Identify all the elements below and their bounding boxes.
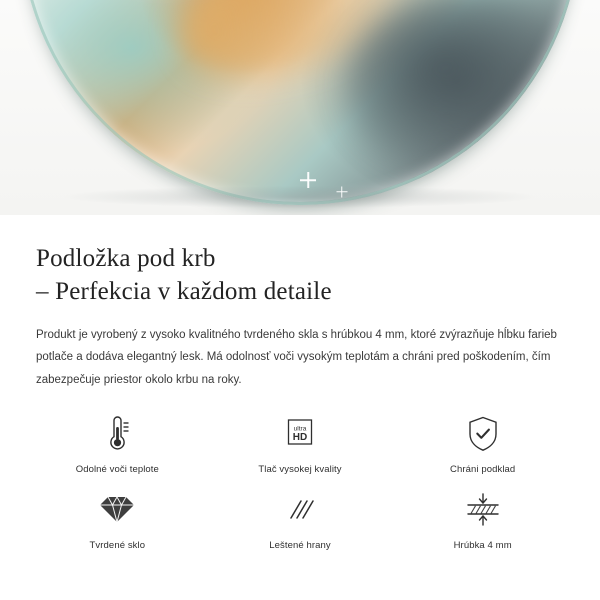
page-title: [36, 243, 564, 308]
thickness-icon: [461, 489, 505, 531]
text-content: [0, 215, 600, 391]
thermometer-icon: [100, 413, 134, 455]
hero-image: [0, 0, 600, 215]
feature-item-protects-surface: [391, 413, 574, 475]
feature-label: Leštené hrany: [269, 540, 331, 552]
feature-item-temperature: [26, 413, 209, 475]
feature-item-polished-edges: [209, 489, 392, 551]
polished-edges-icon: [282, 489, 318, 531]
feature-label: Hrúbka 4 mm: [453, 540, 512, 552]
shield-check-icon: [465, 413, 501, 455]
glass-drop-shadow: [65, 186, 535, 208]
feature-label: Tvrdené sklo: [89, 540, 146, 552]
feature-item-thickness: [391, 489, 574, 551]
feature-item-print-quality: [209, 413, 392, 475]
feature-item-tempered-glass: [26, 489, 209, 551]
feature-grid: [0, 413, 600, 551]
diamond-icon: [97, 489, 137, 531]
feature-label: Odolné voči teplote: [75, 464, 159, 476]
feature-label: Tlač vysokej kvality: [258, 464, 342, 476]
feature-label: Chráni podklad: [450, 464, 516, 476]
headline-line-1: Podložka pod krb: [36, 245, 216, 272]
ultra-hd-icon: [282, 413, 318, 455]
headline-line-2: – Perfekcia v každom detaile: [36, 277, 332, 305]
svg-text:HD: HD: [292, 432, 308, 444]
description-paragraph: Produkt je vyrobený z vysoko kvalitného tvrdeného skla s hrúbkou 4 mm, ktoré zvýrazňuje hĺbku farieb potlače a dodáva elegantný lesk. Má odolnosť voči vysokým teplotám a chráni pred poškodením, čím zabezpečuje priestor okolo krbu na roky.: [36, 329, 557, 386]
svg-text:ultra: ultra: [293, 425, 307, 433]
